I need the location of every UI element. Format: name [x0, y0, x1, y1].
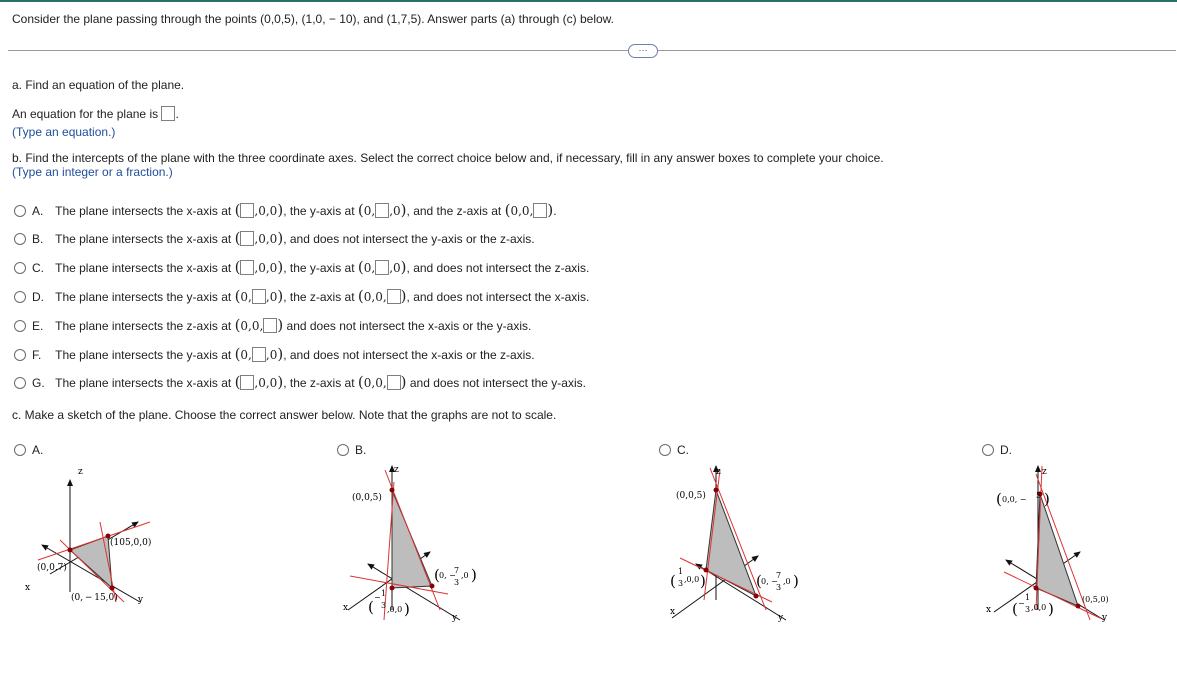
point-label: (105,0,0) [110, 538, 152, 548]
graph-letter: A. [32, 443, 44, 457]
z-intercept-input[interactable] [387, 289, 401, 304]
point-expression: (0, ,0) [357, 258, 407, 276]
choice-e[interactable] [14, 316, 531, 334]
choice-letter: D. [32, 290, 44, 304]
choice-text: and does not intersect the x-axis or the y-axis. [286, 319, 532, 333]
radio-graph-a[interactable] [14, 444, 26, 456]
radio-b[interactable] [14, 233, 26, 245]
part-a-answer-prefix: An equation for the plane is [12, 107, 159, 121]
point-label: (0,0,5) [676, 491, 706, 501]
graph-letter: D. [1000, 443, 1012, 457]
choice-letter: B. [32, 232, 44, 246]
axis-label-y: y [452, 613, 458, 623]
part-b-hint: (Type an integer or a fraction.) [12, 165, 173, 179]
more-options-button[interactable]: ··· [628, 44, 658, 58]
choice-text: , and does not intersect the z-axis. [406, 261, 590, 275]
graph-a[interactable] [20, 462, 180, 612]
paren: ( [756, 572, 762, 590]
intercept-point [110, 586, 115, 591]
y-intercept-input[interactable] [252, 347, 266, 362]
graph-option-a[interactable] [14, 443, 43, 457]
paren: ) [404, 600, 410, 618]
z-intercept-input[interactable] [263, 318, 277, 333]
point-label: 0,0, − [1002, 495, 1027, 504]
point-expression: (0,0, ) [234, 316, 284, 334]
axis-label-z: z [394, 465, 399, 475]
top-accent-bar [0, 0, 1177, 2]
point-label-tail: ,0 [461, 571, 469, 580]
point-expression: ( ,0,0) [234, 258, 284, 276]
part-c-prompt: c. Make a sketch of the plane. Choose the correct answer below. Note that the graphs are not to scale. [12, 408, 557, 422]
choice-text: and does not intersect the y-axis. [409, 376, 586, 390]
choice-text: , the z-axis at [283, 290, 355, 304]
point-label-tail: ,0 [783, 577, 791, 586]
point-label: (0,5,0) [1082, 595, 1109, 604]
intercept-point [68, 548, 73, 553]
point-expression: (0,0, ) [357, 287, 407, 305]
paren: ) [700, 572, 706, 590]
minus-sign: − [1018, 599, 1025, 608]
choice-text: The plane intersects the y-axis at [55, 348, 232, 362]
x-intercept-input[interactable] [240, 375, 254, 390]
choice-text: . [553, 204, 557, 218]
part-a-prompt: a. Find an equation of the plane. [12, 78, 185, 92]
z-intercept-input[interactable] [533, 203, 547, 218]
intercept-point [390, 488, 395, 493]
y-intercept-input[interactable] [252, 289, 266, 304]
point-expression: (0, ,0) [234, 287, 284, 305]
graph-b[interactable] [330, 460, 500, 630]
choice-text: The plane intersects the x-axis at [55, 232, 232, 246]
axis-label-z: z [716, 467, 721, 477]
point-expression: (0, ,0) [357, 201, 407, 219]
fraction-den: 3 [678, 579, 684, 588]
fraction-num: 7 [776, 571, 782, 580]
choice-letter: A. [32, 204, 44, 218]
point-label: 0, − [439, 571, 456, 580]
point-expression: (0, ,0) [234, 345, 284, 363]
point-expression: ( ,0,0) [234, 201, 284, 219]
choice-text: The plane intersects the y-axis at [55, 290, 232, 304]
choice-text: , and does not intersect the x-axis or the z-axis. [283, 348, 535, 362]
axis-label-z: z [78, 467, 83, 477]
paren: ( [434, 566, 440, 584]
radio-graph-c[interactable] [659, 444, 671, 456]
plane-triangle [70, 536, 112, 588]
point-label: (0,0,5) [352, 493, 382, 503]
radio-graph-d[interactable] [982, 444, 994, 456]
paren: ( [996, 490, 1002, 508]
choice-text: The plane intersects the x-axis at [55, 261, 232, 275]
x-intercept-input[interactable] [240, 231, 254, 246]
choice-text: , and does not intersect the x-axis. [406, 290, 590, 304]
section-divider [8, 50, 1176, 51]
intercept-point [390, 586, 395, 591]
point-label: (0, − 15,0) [71, 593, 118, 603]
plane-triangle [706, 490, 756, 596]
point-label: (0,0,7) [37, 563, 67, 573]
z-intercept-input[interactable] [387, 375, 401, 390]
y-intercept-input[interactable] [375, 260, 389, 275]
fraction-den: 3 [381, 601, 387, 610]
radio-a[interactable] [14, 205, 26, 217]
point-expression: (0,0, ) [504, 201, 554, 219]
plane-triangle [1036, 494, 1078, 606]
plane-equation-input[interactable] [161, 106, 175, 121]
intercept-point [714, 488, 719, 493]
radio-e[interactable] [14, 320, 26, 332]
part-a-hint: (Type an equation.) [12, 125, 116, 139]
axis-label-x: x [343, 603, 349, 613]
choice-text: , the y-axis at [283, 204, 355, 218]
graph-option-c[interactable] [659, 443, 689, 457]
choice-text: , the z-axis at [283, 376, 355, 390]
graph-option-b[interactable] [337, 443, 366, 457]
choice-letter: E. [32, 319, 44, 333]
part-a-answer-row [12, 106, 179, 121]
intercept-point [754, 594, 759, 599]
axis-label-x: x [670, 607, 676, 617]
graph-c[interactable] [660, 460, 830, 630]
paren: ) [793, 572, 799, 590]
fraction-den: 3 [776, 583, 782, 592]
question-text: Consider the plane passing through the points (0,0,5), (1,0, − 10), and (1,7,5). Answer parts (a) through (c) below. [12, 12, 615, 26]
choice-letter: G. [32, 376, 45, 390]
paren: ) [1048, 600, 1054, 618]
point-label-tail: ,0,0 [1031, 603, 1047, 612]
paren: ) [1044, 490, 1050, 508]
choice-text: , and the z-axis at [406, 204, 502, 218]
radio-d[interactable] [14, 291, 26, 303]
fraction-num: 5 [1036, 491, 1042, 500]
choice-text: The plane intersects the x-axis at [55, 204, 232, 218]
point-expression: ( ,0,0) [234, 373, 284, 391]
choice-text: , and does not intersect the y-axis or the z-axis. [283, 232, 535, 246]
radio-f[interactable] [14, 349, 26, 361]
y-intercept-input[interactable] [375, 203, 389, 218]
choice-a[interactable] [14, 201, 557, 219]
axis-label-x: x [25, 583, 31, 593]
x-intercept-input[interactable] [240, 203, 254, 218]
radio-g[interactable] [14, 377, 26, 389]
graph-letter: B. [355, 443, 367, 457]
fraction-num: 1 [381, 589, 387, 598]
fraction-num: 1 [678, 567, 684, 576]
choice-c[interactable] [14, 258, 589, 276]
fraction-den: 3 [1025, 605, 1031, 614]
axis-label-y: y [778, 613, 784, 623]
part-a-answer-suffix: . [175, 107, 179, 121]
x-intercept-input[interactable] [240, 260, 254, 275]
fraction-num: 7 [454, 566, 460, 575]
intercept-point [430, 584, 435, 589]
graph-d[interactable] [980, 460, 1140, 630]
paren: ( [368, 598, 374, 616]
paren: ) [471, 566, 477, 584]
fraction-den: 3 [454, 578, 460, 587]
intercept-point [1076, 604, 1081, 609]
graph-letter: C. [677, 443, 689, 457]
point-expression: (0,0, ) [357, 373, 407, 391]
choice-text: The plane intersects the z-axis at [55, 319, 232, 333]
point-expression: ( ,0,0) [234, 229, 284, 247]
point-label: 0, − [761, 577, 778, 586]
axis-label-z: z [1042, 467, 1047, 477]
intercept-point [1034, 586, 1039, 591]
choice-f[interactable] [14, 345, 535, 363]
point-label-tail: ,0,0 [387, 605, 403, 614]
minus-sign: − [374, 593, 381, 602]
radio-graph-b[interactable] [337, 444, 349, 456]
axis-label-y: y [1102, 613, 1108, 623]
axis-label-y: y [138, 595, 144, 605]
radio-c[interactable] [14, 262, 26, 274]
choice-d[interactable] [14, 287, 589, 305]
axis-label-x: x [986, 605, 992, 615]
point-label-tail: ,0,0 [684, 575, 700, 584]
paren: ( [670, 572, 676, 590]
graph-option-d[interactable] [982, 443, 1012, 457]
paren: ( [1012, 600, 1018, 618]
part-b-prompt: b. Find the intercepts of the plane with the three coordinate axes. Select the correct choice below and, if necessary, fill in any answer boxes to complete your choice. [12, 151, 884, 165]
choice-letter: F. [32, 348, 42, 362]
choice-text: The plane intersects the x-axis at [55, 376, 232, 390]
choice-letter: C. [32, 261, 44, 275]
choice-g[interactable] [14, 373, 586, 391]
choice-b[interactable] [14, 229, 535, 247]
fraction-num: 1 [1025, 593, 1031, 602]
choice-text: , the y-axis at [283, 261, 355, 275]
